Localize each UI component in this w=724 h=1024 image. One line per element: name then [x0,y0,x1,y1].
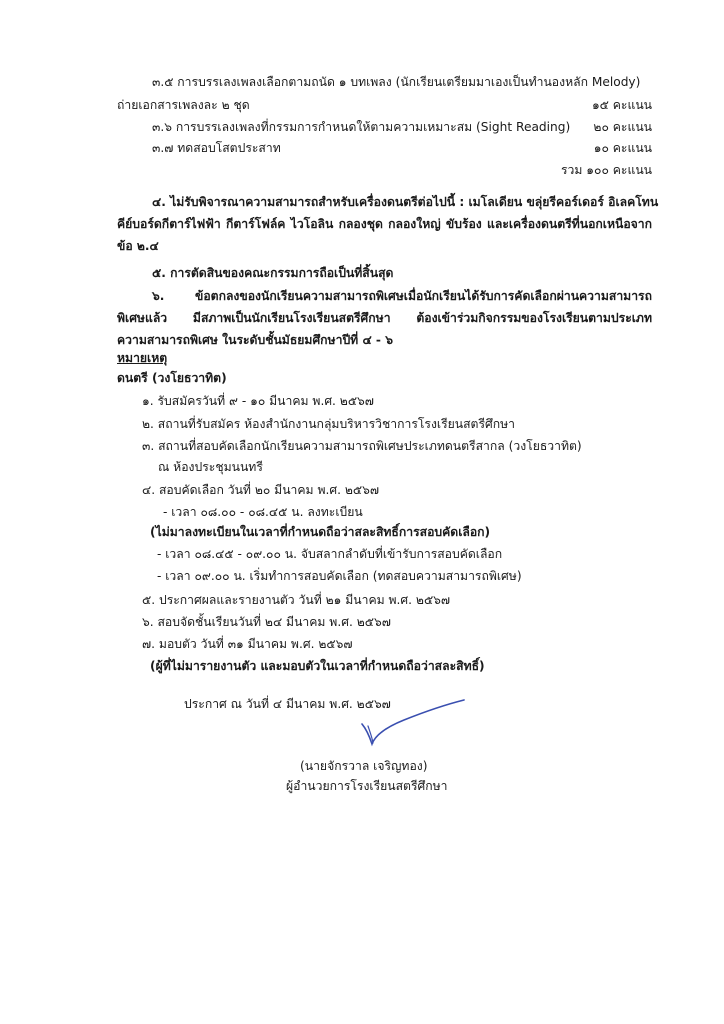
note-4-warning: (ไม่มาลงทะเบียนในเวลาที่กำหนดถือว่าสละสิทธิ์การสอบคัดเลือก) [150,525,491,539]
scoring-total: รวม ๑๐๐ คะแนน [560,163,652,177]
note-2: ๒. สถานที่รับสมัคร ห้องสำนักงานกลุ่มบริหารวิชาการโรงเรียนสตรีศึกษา [142,417,515,431]
note-4-time-3: - เวลา ๐๙.๐๐ น. เริ่มทำการสอบคัดเลือก (ทดสอบความสามารถพิเศษ) [157,569,522,583]
note-4: ๔. สอบคัดเลือก วันที่ ๒๐ มีนาคม พ.ศ. ๒๕๖๗ [142,483,379,497]
scoring-item-3-6: ๓.๖ การบรรเลงเพลงที่กรรมการกำหนดให้ตามความเหมาะสม (Sight Reading) [152,120,571,134]
note-7-warning: (ผู้ที่ไม่มารายงานตัว และมอบตัวในเวลาที่กำหนดถือว่าสละสิทธิ์) [150,659,485,673]
clause-6-line-2: พิเศษแล้ว มีสภาพเป็นนักเรียนโรงเรียนสตรีศึกษา ต้องเข้าร่วมกิจกรรมของโรงเรียนตามประเภท [117,311,652,325]
clause-6-line-1: ๖. ข้อตกลงของนักเรียนความสามารถพิเศษเมื่อนักเรียนได้รับการคัดเลือกผ่านความสามารถ [152,289,652,303]
note-4-time-1: - เวลา ๐๘.๐๐ - ๐๘.๔๕ น. ลงทะเบียน [163,505,363,519]
scoring-item-3-5-score: ๑๕ คะแนน [591,98,652,112]
clause-4-line-3: ข้อ ๒.๔ [117,239,159,253]
signer-name: (นายจักรวาล เจริญทอง) [300,759,428,773]
notes-subheading: ดนตรี (วงโยธวาทิต) [117,371,227,385]
signer-title: ผู้อำนวยการโรงเรียนสตรีศึกษา [286,779,448,793]
scoring-item-3-7-score: ๑๐ คะแนน [593,141,652,155]
note-6: ๖. สอบจัดชั้นเรียนวันที่ ๒๔ มีนาคม พ.ศ. ๒๕๖๗ [142,615,391,629]
clause-4-line-1: ๔. ไม่รับพิจารณาความสามารถสำหรับเครื่องดนตรีต่อไปนี้ : เมโลเดียน ขลุ่ยรีคอร์เดอร์ อิเลคโทน [152,195,659,209]
note-5: ๕. ประกาศผลและรายงานตัว วันที่ ๒๑ มีนาคม พ.ศ. ๒๕๖๗ [142,593,451,607]
note-3: ๓. สถานที่สอบคัดเลือกนักเรียนความสามารถพิเศษประเภทดนตรีสากล (วงโยธวาทิต) [142,439,582,453]
note-3-cont: ณ ห้องประชุมนนทรี [158,460,263,474]
signature-mark [358,696,468,752]
clause-6-line-3: ความสามารถพิเศษ ในระดับชั้นมัธยมศึกษาปีที่ ๔ - ๖ [117,333,393,347]
scoring-item-3-5-cont: ถ่ายเอกสารเพลงละ ๒ ชุด [117,98,250,112]
clause-5: ๕. การตัดสินของคณะกรรมการถือเป็นที่สิ้นสุด [152,266,394,280]
announcement-date: ประกาศ ณ วันที่ ๔ มีนาคม พ.ศ. ๒๕๖๗ [184,697,391,711]
scoring-item-3-5: ๓.๕ การบรรเลงเพลงเลือกตามถนัด ๑ บทเพลง (นักเรียนเตรียมมาเองเป็นทำนองหลัก Melody) [152,75,641,89]
notes-heading: หมายเหตุ [117,351,168,365]
note-4-time-2: - เวลา ๐๘.๔๕ - ๐๙.๐๐ น. จับสลากลำดับที่เข้ารับการสอบคัดเลือก [157,547,503,561]
scoring-item-3-7: ๓.๗ ทดสอบโสตประสาท [152,141,281,155]
clause-4-line-2: คีย์บอร์ดกีตาร์ไฟฟ้า กีตาร์โฟล์ค ไวโอลิน กลองชุด กลองใหญ่ ขับร้อง และเครื่องดนตรีที่นอกเหนือจาก [117,217,652,231]
note-1: ๑. รับสมัครวันที่ ๙ - ๑๐ มีนาคม พ.ศ. ๒๕๖๗ [142,394,374,408]
note-7: ๗. มอบตัว วันที่ ๓๑ มีนาคม พ.ศ. ๒๕๖๗ [142,637,353,651]
scoring-item-3-6-score: ๒๐ คะแนน [593,120,652,134]
